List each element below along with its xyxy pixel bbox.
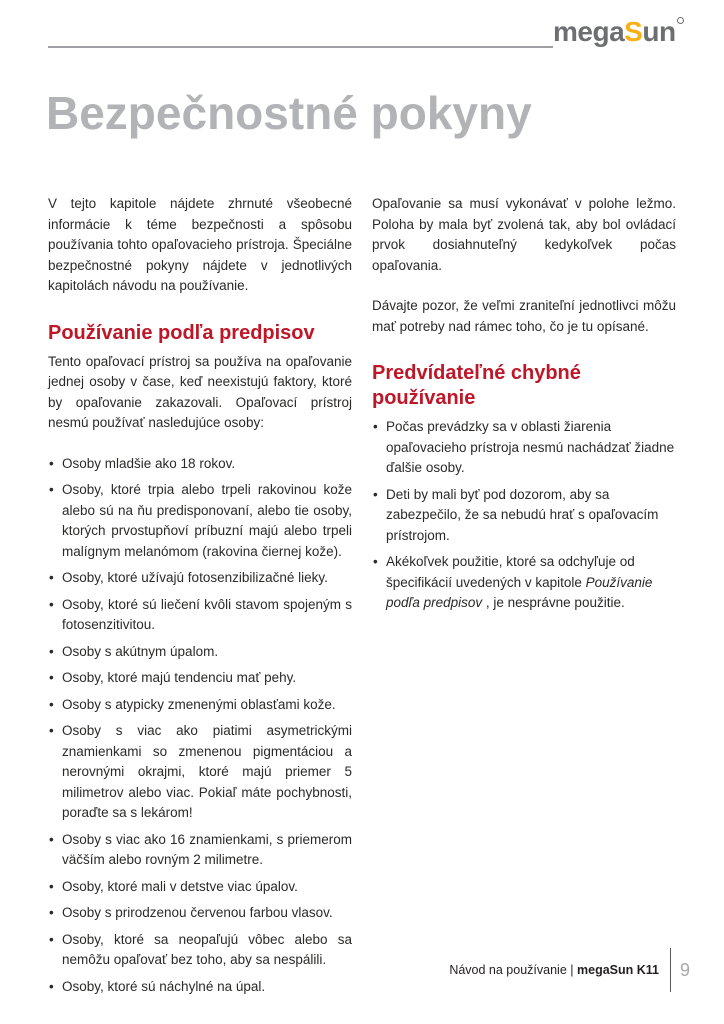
list-item: • Osoby mladšie ako 18 rokov. — [48, 454, 352, 475]
list-item: • Osoby, ktoré trpia alebo trpeli rakovinou kože alebo sú na ňu predisponovaní, alebo tie osoby, ktorých prvostupňoví príbuzní majú alebo trpeli malígnym melanómom (rakovina čiernej kože). — [48, 480, 352, 562]
logo-ring-icon — [677, 17, 684, 24]
position-paragraph: Opaľovanie sa musí vykonávať v polohe ležmo. Poloha by mala byť zvolená tak, aby bol ovládací prvok dosiahnuteľný kedykoľvek počas opaľovania. — [372, 196, 676, 273]
right-column — [372, 194, 676, 1003]
manual-label: Návod na používanie — [449, 963, 567, 977]
caution-paragraph: Dávajte pozor, že veľmi zraniteľní jednotlivci môžu mať potreby nad rámec toho, čo je tu opísané. — [372, 298, 676, 334]
page-title: Bezpečnostné pokyny — [46, 87, 532, 139]
list-item: • Osoby, ktoré sú náchylné na úpal. — [48, 977, 352, 998]
intro-paragraph: V tejto kapitole nájdete zhrnuté všeobecné informácie k téme bezpečnosti a spôsobu používania tohto opaľovacieho prístroja. Špeciálne bezpečnostné pokyny nájdete v jednotlivých kapitolách návodu na používanie. — [48, 196, 352, 293]
content-columns — [48, 194, 676, 1003]
header-rule — [48, 46, 553, 48]
brand-logo — [553, 16, 684, 48]
list-item: • Osoby, ktoré sa neopaľujú vôbec alebo sa nemôžu opaľovať bez toho, aby sa nespálili. — [48, 930, 352, 971]
section-heading-intended-use: Používanie podľa predpisov — [48, 321, 315, 344]
list-item: • Deti by mali byť pod dozorom, aby sa zabezpečilo, že sa nebudú hrať s opaľovacím prístrojom. — [372, 485, 676, 547]
footer-divider — [670, 948, 671, 992]
logo-sun-s: S — [624, 16, 643, 47]
list-item: • Osoby s viac ako 16 znamienkami, s priemerom väčším alebo rovným 2 milimetre. — [48, 830, 352, 871]
list-item: • Osoby, ktoré užívajú fotosenzibilizačné lieky. — [48, 568, 352, 589]
list-item-text: , je nesprávne použitie. — [482, 595, 625, 610]
list-item: • Počas prevádzky sa v oblasti žiarenia opaľovacieho prístroja nesmú nachádzať žiadne ďalšie osoby. — [372, 417, 676, 479]
misuse-list — [372, 417, 676, 614]
left-column — [48, 194, 352, 1003]
list-item: • Osoby s viac ako piatimi asymetrickými znamienkami so zmenenou pigmentáciou a nerovnými okrajmi, ktoré majú priemer 5 milimetrov alebo viac. Pokiaľ máte pochybnosti, poraďte sa s lekárom! — [48, 721, 352, 824]
list-item — [372, 552, 676, 614]
list-item-text: Akékoľvek použitie, ktoré sa odchyľuje od špecifikácií uvedených v kapitole — [386, 554, 635, 590]
logo-mega: mega — [553, 16, 625, 47]
logo-un: un — [642, 16, 676, 47]
heading-line: používanie — [372, 387, 476, 409]
list-item: • Osoby, ktoré mali v detstve viac úpalov. — [48, 877, 352, 898]
product-name: megaSun K11 — [577, 963, 659, 977]
list-item: • Osoby, ktoré sú liečení kvôli stavom spojeným s fotosenzitivitou. — [48, 595, 352, 636]
heading-line: Predvídateľné chybné — [372, 362, 581, 384]
chapter-reference: Používanie podľa predpisov — [386, 574, 653, 610]
list-item: • Osoby s atypicky zmenenými oblasťami kože. — [48, 695, 352, 716]
page-footer — [449, 948, 690, 992]
list-item: • Osoby s prirodzenou červenou farbou vlasov. — [48, 903, 352, 924]
list-item: • Osoby, ktoré majú tendenciu mať pehy. — [48, 668, 352, 689]
list-item: • Osoby s akútnym úpalom. — [48, 642, 352, 663]
prohibited-persons-list — [48, 454, 352, 998]
page-number: 9 — [679, 959, 690, 980]
footer-separator: | — [570, 963, 574, 977]
section-intro-paragraph: Tento opaľovací prístroj sa používa na opaľovanie jednej osoby v čase, keď neexistujú faktory, ktoré by opaľovanie zakazovali. Opaľovací prístroj nesmú používať nasledujúce osoby: — [48, 353, 352, 430]
section-heading-foreseeable-misuse — [372, 361, 676, 411]
footer-text — [449, 963, 659, 977]
